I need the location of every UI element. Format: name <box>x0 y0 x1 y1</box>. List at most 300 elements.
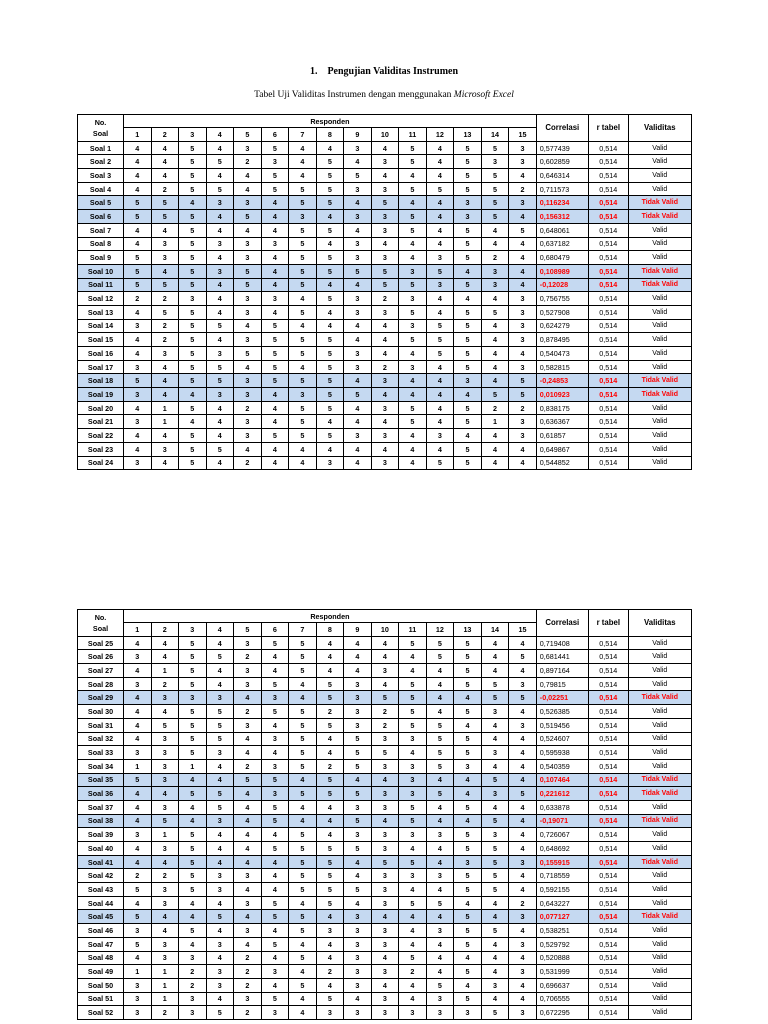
score-cell: 3 <box>206 978 234 992</box>
score-cell: 3 <box>371 787 399 801</box>
score-cell: 4 <box>234 855 262 869</box>
score-cell: 3 <box>454 855 482 869</box>
score-cell: 4 <box>261 718 289 732</box>
correlation-value: 0,624279 <box>536 319 588 333</box>
score-cell: 4 <box>151 264 179 278</box>
score-cell: 3 <box>454 196 482 210</box>
score-cell: 3 <box>344 292 372 306</box>
score-cell: 3 <box>344 978 372 992</box>
score-cell: 4 <box>399 169 427 183</box>
score-cell: 4 <box>316 800 344 814</box>
score-cell: 3 <box>344 691 372 705</box>
score-cell: 5 <box>179 746 207 760</box>
score-cell: 4 <box>509 210 537 224</box>
score-cell: 4 <box>289 141 317 155</box>
soal-label: Soal 26 <box>78 650 124 664</box>
correlation-value: 0,544852 <box>536 456 588 470</box>
validity-value: Valid <box>628 883 691 897</box>
score-cell: 5 <box>316 347 344 361</box>
table-row <box>78 141 692 155</box>
score-cell: 4 <box>399 650 427 664</box>
validity-value: Valid <box>628 842 691 856</box>
score-cell: 4 <box>399 456 427 470</box>
r-table-value: 0,514 <box>588 292 628 306</box>
score-cell: 5 <box>454 347 482 361</box>
score-cell: 3 <box>179 992 207 1006</box>
score-cell: 4 <box>234 910 262 924</box>
score-cell: 4 <box>289 937 317 951</box>
score-cell: 4 <box>344 333 372 347</box>
score-cell: 3 <box>399 264 427 278</box>
score-cell: 3 <box>261 759 289 773</box>
r-table-value: 0,514 <box>588 210 628 224</box>
correlation-value: 0,718559 <box>536 869 588 883</box>
validity-value: Valid <box>628 141 691 155</box>
score-cell: 4 <box>179 388 207 402</box>
score-cell: 5 <box>344 264 372 278</box>
r-table-value: 0,514 <box>588 869 628 883</box>
r-table-value: 0,514 <box>588 442 628 456</box>
score-cell: 4 <box>509 978 537 992</box>
score-cell: 5 <box>371 264 399 278</box>
score-cell: 4 <box>206 636 234 650</box>
score-cell: 5 <box>454 442 482 456</box>
table-row <box>78 155 692 169</box>
validity-value: Valid <box>628 746 691 760</box>
r-table-value: 0,514 <box>588 924 628 938</box>
correlation-value: 0,633878 <box>536 800 588 814</box>
score-cell: 5 <box>344 169 372 183</box>
score-cell: 4 <box>316 978 344 992</box>
score-cell: 4 <box>234 360 262 374</box>
score-cell: 4 <box>179 896 207 910</box>
respondent-number: 9 <box>344 128 372 142</box>
score-cell: 4 <box>481 718 509 732</box>
score-cell: 5 <box>316 264 344 278</box>
score-cell: 5 <box>316 333 344 347</box>
score-cell: 5 <box>399 691 427 705</box>
validity-value: Valid <box>628 732 691 746</box>
score-cell: 3 <box>234 415 262 429</box>
r-table-value: 0,514 <box>588 650 628 664</box>
score-cell: 4 <box>399 347 427 361</box>
score-cell: 2 <box>124 292 152 306</box>
score-cell: 3 <box>481 828 509 842</box>
score-cell: 2 <box>151 1006 179 1020</box>
score-cell: 4 <box>371 978 399 992</box>
score-cell: 5 <box>234 773 262 787</box>
score-cell: 3 <box>371 155 399 169</box>
score-cell: 5 <box>289 251 317 265</box>
soal-label: Soal 37 <box>78 800 124 814</box>
score-cell: 3 <box>426 251 454 265</box>
score-cell: 4 <box>151 223 179 237</box>
score-cell: 3 <box>371 456 399 470</box>
score-cell: 3 <box>124 746 152 760</box>
score-cell: 4 <box>426 223 454 237</box>
score-cell: 3 <box>124 415 152 429</box>
r-table-value: 0,514 <box>588 896 628 910</box>
validity-value: Valid <box>628 360 691 374</box>
correlation-value: 0,756755 <box>536 292 588 306</box>
score-cell: 3 <box>124 992 152 1006</box>
score-cell: 5 <box>316 251 344 265</box>
score-cell: 4 <box>261 869 289 883</box>
score-cell: 2 <box>509 401 537 415</box>
score-cell: 5 <box>454 705 482 719</box>
correlation-value: 0,595938 <box>536 746 588 760</box>
correlation-value: -0,19071 <box>536 814 588 828</box>
score-cell: 4 <box>426 360 454 374</box>
score-cell: 3 <box>371 429 399 443</box>
table-row <box>78 800 692 814</box>
score-cell: 3 <box>206 869 234 883</box>
section-heading <box>0 66 768 77</box>
table-row <box>78 401 692 415</box>
score-cell: 5 <box>481 773 509 787</box>
score-cell: 3 <box>344 718 372 732</box>
score-cell: 4 <box>454 429 482 443</box>
r-table-value: 0,514 <box>588 978 628 992</box>
score-cell: 4 <box>426 292 454 306</box>
score-cell: 4 <box>481 650 509 664</box>
score-cell: 2 <box>316 759 344 773</box>
score-cell: 4 <box>371 141 399 155</box>
score-cell: 4 <box>234 746 262 760</box>
correlation-value: 0,878495 <box>536 333 588 347</box>
soal-label: Soal 18 <box>78 374 124 388</box>
correlation-value: 0,643227 <box>536 896 588 910</box>
score-cell: 4 <box>124 787 152 801</box>
score-cell: 4 <box>261 196 289 210</box>
score-cell: 4 <box>316 442 344 456</box>
score-cell: 3 <box>316 456 344 470</box>
score-cell: 4 <box>289 896 317 910</box>
r-table-value: 0,514 <box>588 842 628 856</box>
score-cell: 5 <box>426 896 454 910</box>
score-cell: 3 <box>481 278 509 292</box>
table-row <box>78 664 692 678</box>
score-cell: 5 <box>481 305 509 319</box>
score-cell: 2 <box>151 292 179 306</box>
respondent-number: 3 <box>179 128 207 142</box>
score-cell: 4 <box>426 141 454 155</box>
score-cell: 3 <box>426 869 454 883</box>
score-cell: 4 <box>206 773 234 787</box>
soal-label: Soal 19 <box>78 388 124 402</box>
score-cell: 3 <box>206 237 234 251</box>
table-row <box>78 169 692 183</box>
validity-table-1 <box>77 114 692 470</box>
correlation-value: 0,540359 <box>536 759 588 773</box>
score-cell: 3 <box>509 1006 537 1020</box>
score-cell: 3 <box>234 992 262 1006</box>
score-cell: 4 <box>426 388 454 402</box>
score-cell: 4 <box>261 401 289 415</box>
score-cell: 1 <box>151 978 179 992</box>
correlation-value: 0,519456 <box>536 718 588 732</box>
r-table-header: r tabel <box>588 115 628 142</box>
score-cell: 3 <box>151 237 179 251</box>
table-row <box>78 787 692 801</box>
score-cell: 2 <box>234 456 262 470</box>
score-cell: 3 <box>234 924 262 938</box>
table-row <box>78 237 692 251</box>
score-cell: 3 <box>481 155 509 169</box>
score-cell: 3 <box>206 937 234 951</box>
score-cell: 3 <box>344 800 372 814</box>
score-cell: 4 <box>234 842 262 856</box>
score-cell: 3 <box>151 773 179 787</box>
respondent-number: 13 <box>454 623 482 637</box>
table-row <box>78 842 692 856</box>
table-header <box>78 610 692 637</box>
score-cell: 4 <box>261 415 289 429</box>
table-row <box>78 732 692 746</box>
score-cell: 1 <box>151 401 179 415</box>
table-row <box>78 718 692 732</box>
score-cell: 3 <box>151 937 179 951</box>
score-cell: 3 <box>234 896 262 910</box>
score-cell: 3 <box>151 732 179 746</box>
score-cell: 3 <box>151 251 179 265</box>
score-cell: 4 <box>206 951 234 965</box>
score-cell: 3 <box>399 787 427 801</box>
score-cell: 4 <box>344 896 372 910</box>
score-cell: 5 <box>399 677 427 691</box>
score-cell: 3 <box>344 141 372 155</box>
score-cell: 5 <box>344 814 372 828</box>
score-cell: 5 <box>179 924 207 938</box>
score-cell: 4 <box>399 842 427 856</box>
score-cell: 3 <box>426 924 454 938</box>
validity-value: Tidak Valid <box>628 196 691 210</box>
score-cell: 5 <box>399 182 427 196</box>
score-cell: 5 <box>206 800 234 814</box>
table-row <box>78 360 692 374</box>
score-cell: 4 <box>481 910 509 924</box>
score-cell: 4 <box>481 292 509 306</box>
score-cell: 4 <box>481 333 509 347</box>
score-cell: 3 <box>151 842 179 856</box>
score-cell: 4 <box>399 374 427 388</box>
score-cell: 4 <box>124 155 152 169</box>
score-cell: 4 <box>316 746 344 760</box>
score-cell: 5 <box>481 842 509 856</box>
score-cell: 4 <box>481 965 509 979</box>
score-cell: 5 <box>426 347 454 361</box>
score-cell: 4 <box>371 814 399 828</box>
score-cell: 4 <box>399 429 427 443</box>
score-cell: 5 <box>179 842 207 856</box>
score-cell: 4 <box>481 237 509 251</box>
correlation-value: 0,648061 <box>536 223 588 237</box>
score-cell: 4 <box>151 636 179 650</box>
score-cell: 4 <box>289 814 317 828</box>
soal-label: Soal 7 <box>78 223 124 237</box>
soal-label: Soal 9 <box>78 251 124 265</box>
score-cell: 5 <box>316 842 344 856</box>
score-cell: 4 <box>509 992 537 1006</box>
score-cell: 3 <box>234 251 262 265</box>
r-table-value: 0,514 <box>588 937 628 951</box>
score-cell: 5 <box>179 374 207 388</box>
correlation-value: 0,726067 <box>536 828 588 842</box>
correlation-value: -0,12028 <box>536 278 588 292</box>
soal-label: Soal 36 <box>78 787 124 801</box>
score-cell: 5 <box>316 401 344 415</box>
score-cell: 5 <box>289 305 317 319</box>
score-cell: 4 <box>261 278 289 292</box>
r-table-value: 0,514 <box>588 787 628 801</box>
score-cell: 3 <box>344 251 372 265</box>
score-cell: 4 <box>426 401 454 415</box>
table-row <box>78 759 692 773</box>
soal-label: Soal 27 <box>78 664 124 678</box>
score-cell: 5 <box>179 155 207 169</box>
score-cell: 4 <box>344 401 372 415</box>
soal-label: Soal 50 <box>78 978 124 992</box>
score-cell: 4 <box>426 800 454 814</box>
score-cell: 4 <box>261 828 289 842</box>
score-cell: 4 <box>481 319 509 333</box>
score-cell: 3 <box>371 223 399 237</box>
score-cell: 5 <box>179 705 207 719</box>
score-cell: 5 <box>399 718 427 732</box>
r-table-value: 0,514 <box>588 251 628 265</box>
score-cell: 3 <box>509 196 537 210</box>
no-soal-header <box>78 115 124 142</box>
score-cell: 5 <box>454 319 482 333</box>
score-cell: 4 <box>454 896 482 910</box>
soal-label: Soal 41 <box>78 855 124 869</box>
table-row <box>78 347 692 361</box>
score-cell: 5 <box>289 278 317 292</box>
score-cell: 3 <box>454 1006 482 1020</box>
score-cell: 3 <box>371 759 399 773</box>
score-cell: 5 <box>481 210 509 224</box>
score-cell: 5 <box>124 374 152 388</box>
score-cell: 3 <box>371 210 399 224</box>
validity-value: Tidak Valid <box>628 910 691 924</box>
score-cell: 5 <box>289 182 317 196</box>
r-table-value: 0,514 <box>588 388 628 402</box>
score-cell: 4 <box>371 650 399 664</box>
validity-value: Valid <box>628 251 691 265</box>
score-cell: 2 <box>151 182 179 196</box>
score-cell: 3 <box>371 374 399 388</box>
score-cell: 4 <box>344 319 372 333</box>
score-cell: 5 <box>151 814 179 828</box>
score-cell: 4 <box>426 210 454 224</box>
table-row <box>78 691 692 705</box>
soal-label: Soal 38 <box>78 814 124 828</box>
table-row <box>78 773 692 787</box>
table-row <box>78 965 692 979</box>
score-cell: 5 <box>289 636 317 650</box>
score-cell: 5 <box>454 401 482 415</box>
score-cell: 4 <box>399 237 427 251</box>
score-cell: 3 <box>289 210 317 224</box>
score-cell: 4 <box>509 705 537 719</box>
score-cell: 1 <box>481 415 509 429</box>
table-row <box>78 333 692 347</box>
score-cell: 5 <box>289 347 317 361</box>
header-row <box>78 610 692 623</box>
score-cell: 5 <box>481 196 509 210</box>
score-cell: 5 <box>261 347 289 361</box>
validity-value: Valid <box>628 965 691 979</box>
score-cell: 5 <box>509 374 537 388</box>
score-cell: 4 <box>261 951 289 965</box>
score-cell: 5 <box>261 636 289 650</box>
score-cell: 3 <box>509 415 537 429</box>
score-cell: 5 <box>179 636 207 650</box>
score-cell: 5 <box>371 278 399 292</box>
r-table-value: 0,514 <box>588 155 628 169</box>
score-cell: 5 <box>426 787 454 801</box>
score-cell: 4 <box>509 251 537 265</box>
score-cell: 5 <box>124 773 152 787</box>
score-cell: 3 <box>426 1006 454 1020</box>
score-cell: 4 <box>124 223 152 237</box>
score-cell: 4 <box>261 264 289 278</box>
score-cell: 5 <box>261 182 289 196</box>
soal-label: Soal 14 <box>78 319 124 333</box>
score-cell: 5 <box>289 883 317 897</box>
score-cell: 3 <box>344 305 372 319</box>
r-table-value: 0,514 <box>588 773 628 787</box>
score-cell: 4 <box>234 732 262 746</box>
table-row <box>78 388 692 402</box>
table-row <box>78 264 692 278</box>
score-cell: 3 <box>124 650 152 664</box>
score-cell: 5 <box>234 210 262 224</box>
score-cell: 5 <box>344 746 372 760</box>
score-cell: 5 <box>206 182 234 196</box>
score-cell: 4 <box>509 746 537 760</box>
score-cell: 3 <box>426 828 454 842</box>
score-cell: 4 <box>426 691 454 705</box>
section-title: Pengujian Validitas Instrumen <box>327 66 459 77</box>
score-cell: 5 <box>481 814 509 828</box>
score-cell: 2 <box>151 869 179 883</box>
score-cell: 3 <box>454 210 482 224</box>
score-cell: 4 <box>124 855 152 869</box>
r-table-value: 0,514 <box>588 855 628 869</box>
score-cell: 4 <box>399 924 427 938</box>
r-table-value: 0,514 <box>588 636 628 650</box>
validity-value: Valid <box>628 333 691 347</box>
r-table-value: 0,514 <box>588 951 628 965</box>
correlation-value: 0,155915 <box>536 855 588 869</box>
score-cell: 2 <box>234 155 262 169</box>
score-cell: 3 <box>261 237 289 251</box>
score-cell: 5 <box>206 910 234 924</box>
score-cell: 5 <box>454 456 482 470</box>
score-cell: 4 <box>509 951 537 965</box>
soal-label: Soal 6 <box>78 210 124 224</box>
soal-label: Soal 12 <box>78 292 124 306</box>
score-cell: 4 <box>454 773 482 787</box>
correlation-value: 0,838175 <box>536 401 588 415</box>
score-cell: 3 <box>371 1006 399 1020</box>
score-cell: 3 <box>261 1006 289 1020</box>
score-cell: 1 <box>151 415 179 429</box>
score-cell: 4 <box>426 842 454 856</box>
score-cell: 5 <box>454 169 482 183</box>
score-cell: 4 <box>481 223 509 237</box>
